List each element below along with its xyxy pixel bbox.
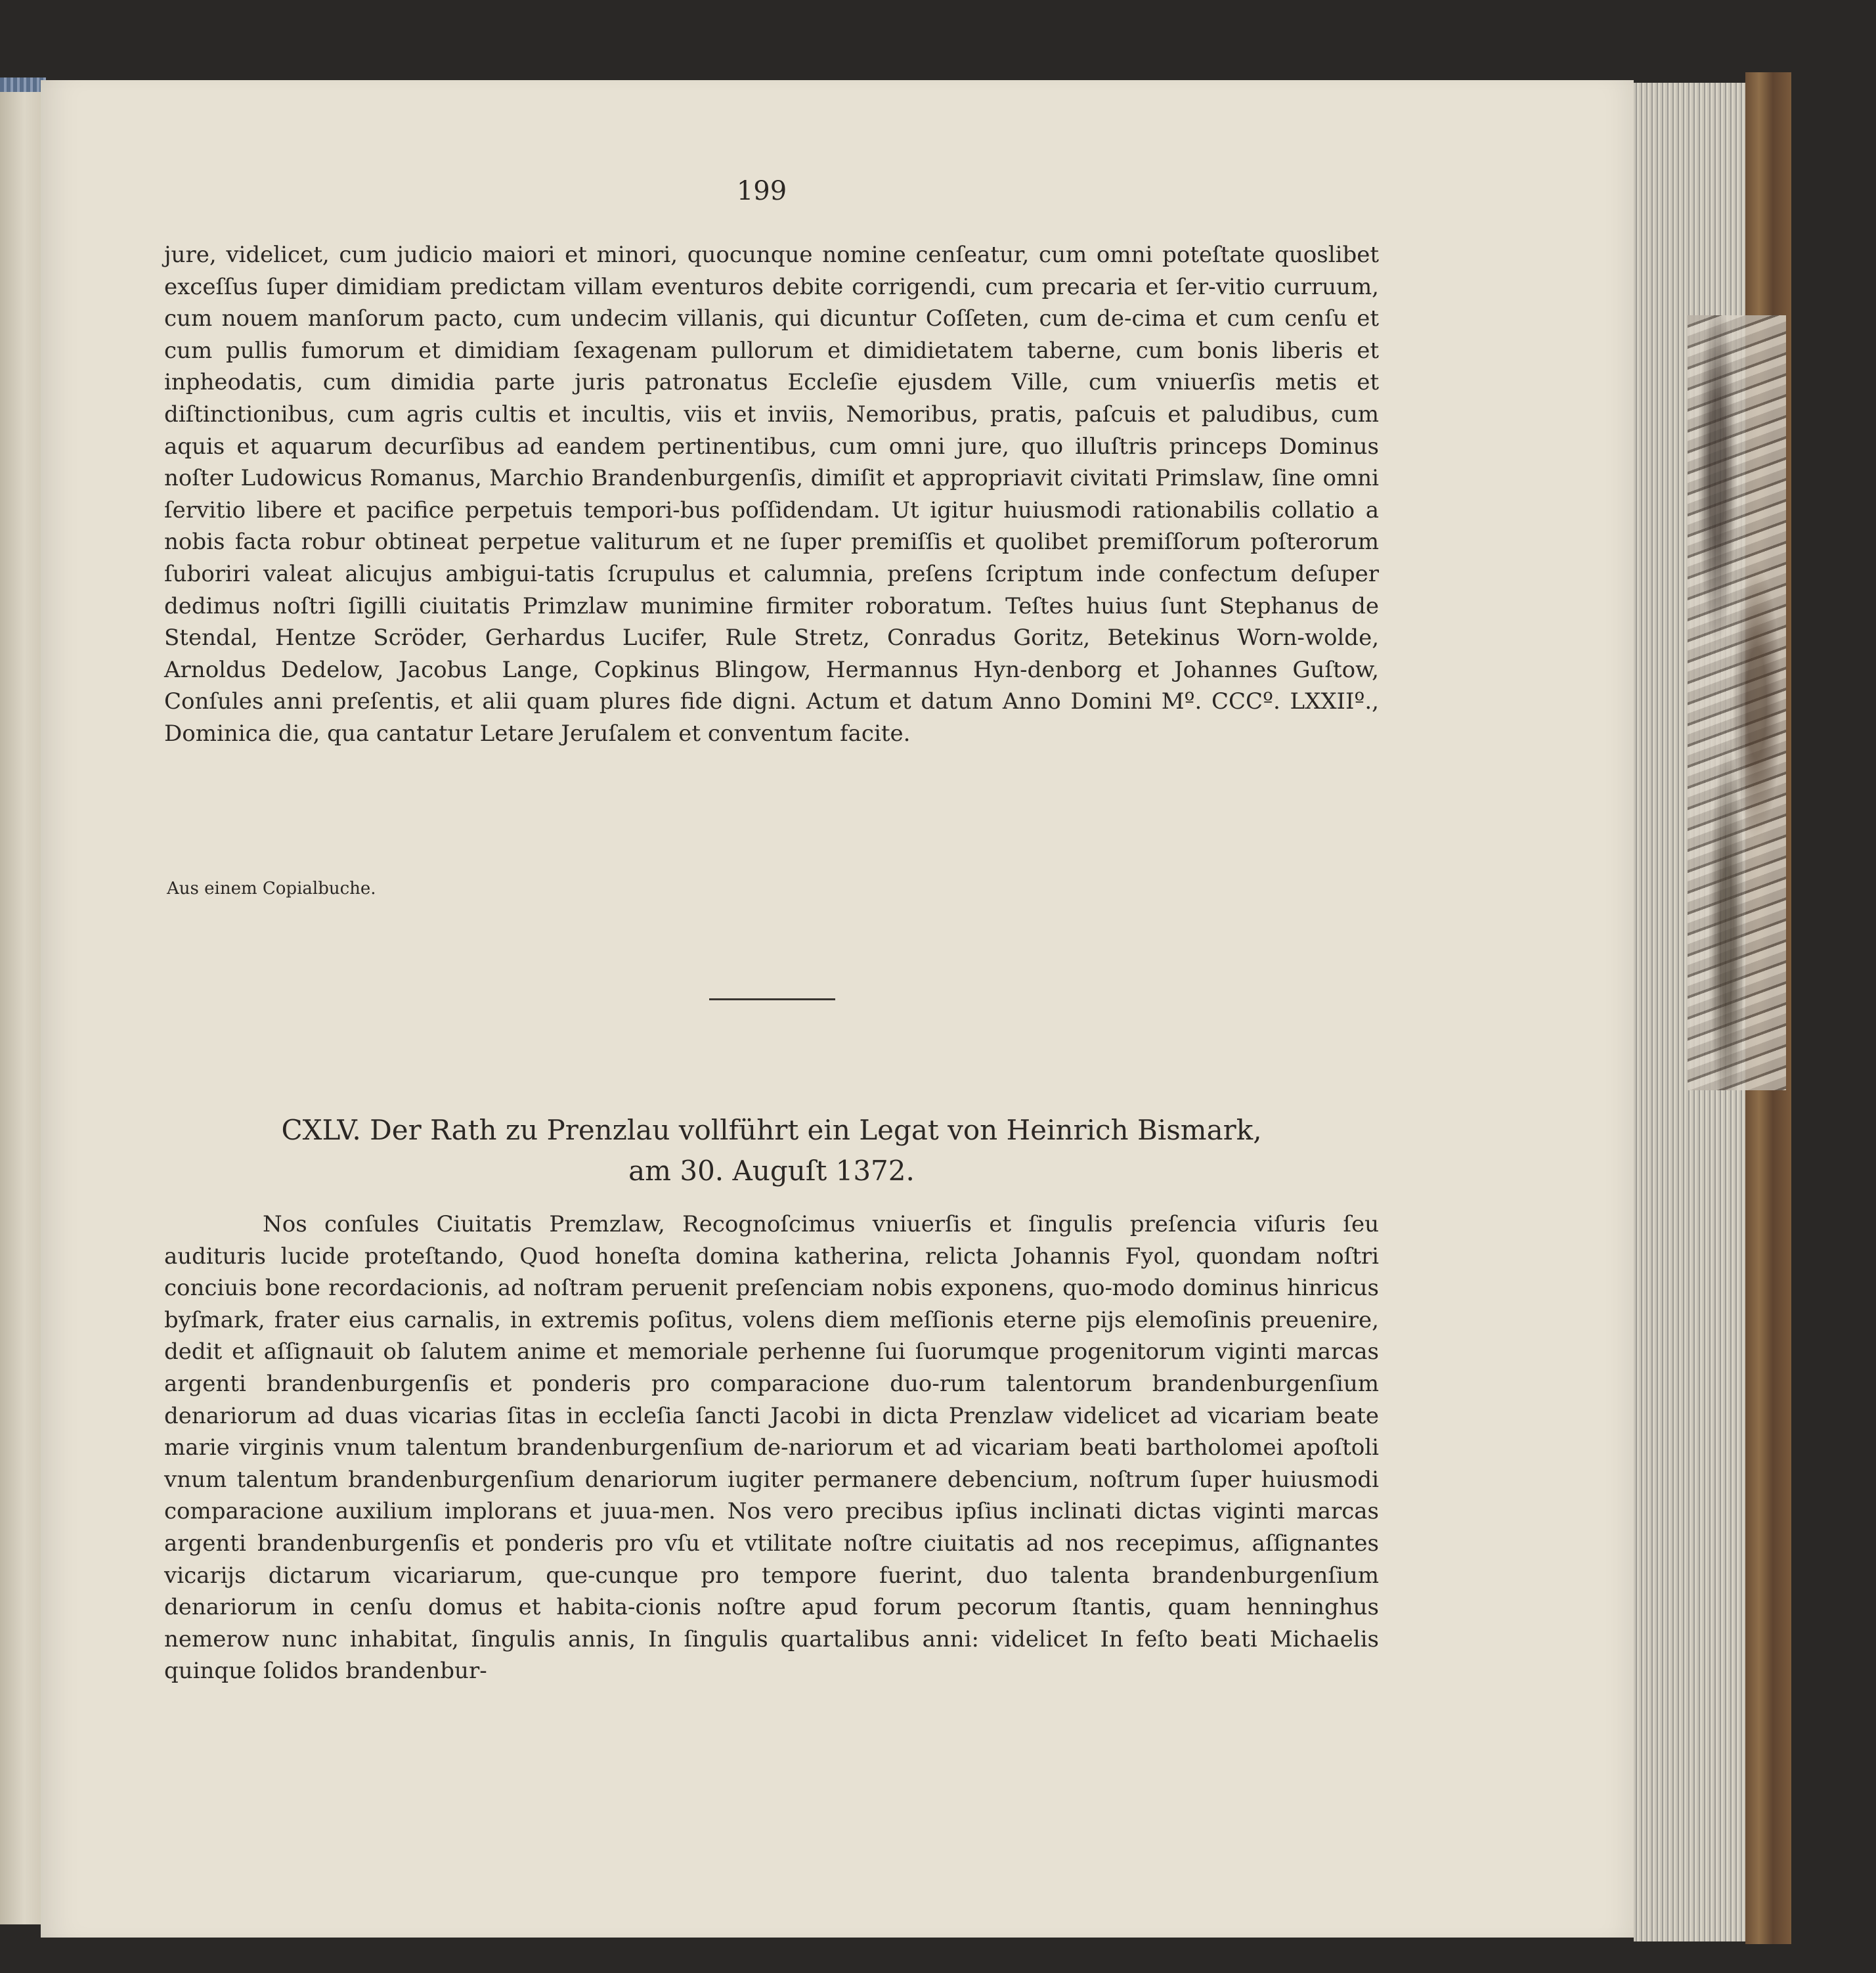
section-divider [709, 998, 835, 1000]
page-number: 199 [736, 176, 787, 206]
heading-line-2: am 30. Auguſt 1372. [628, 1155, 915, 1187]
charter-heading [164, 1110, 1379, 1191]
lower-paragraph: Nos conſules Ciuitatis Premzlaw, Recognoſcimus vniuerſis et ſingulis preſencia viſuris ſeu audituris lucide proteſtando, Quod honeſta domina katherina, relicta Johannis Fyol, quondam noſtri conciuis bone recordacionis, ad noſtram peruenit preſenciam nobis exponens, quo-modo dominus hinricus byſmark, frater eius carnalis, in extremis poſitus, volens diem meſſionis eterne pijs elemoſinis preuenire, dedit et aſſignauit ob ſalutem anime et memoriale perhenne ſui ſuorumque progenitorum viginti marcas argenti brandenburgenſis et ponderis pro comparacione duo-rum talentorum brandenburgenſium denariorum ad duas vicarias ſitas in eccleſia ſancti Jacobi in dicta Prenzlaw videlicet ad vicariam beate marie virginis vnum talentum brandenburgenſium de-nariorum et ad vicariam beati bartholomei apoſtoli vnum talentum brandenburgenſium denariorum iugiter permanere debencium, noſtrum ſuper huiusmodi comparacione auxilium implorans et juua-men. Nos vero precibus ipſius inclinati dictas viginti marcas argenti brandenburgenſis et ponderis pro vſu et vtilitate noſtre ciuitatis ad nos recepimus, aſſignantes vicarijs dictarum vicariarum, que-cunque pro tempore fuerint, duo talenta brandenburgenſium denariorum in cenſu domus et habita-cionis noſtre apud forum pecorum ſtantis, quam henninghus nemerow nunc inhabitat, ſingulis annis, In ſingulis quartalibus anni: videlicet In feſto beati Michaelis quinque ſolidos brandenbur- [164, 1211, 1379, 1685]
source-note: Aus einem Copialbuche. [167, 879, 376, 898]
marbled-endpaper [1688, 315, 1786, 1090]
heading-line-1: CXLV. Der Rath zu Prenzlau vollführt ein Legat von Heinrich Bismark, [281, 1114, 1262, 1146]
left-page-edge [0, 92, 41, 1924]
upper-paragraph: jure, videlicet, cum judicio maiori et minori, quocunque nomine cenſeatur, cum omni poteſtate quoslibet exceſſus ſuper dimidiam predictam villam eventuros debite corrigendi, cum precaria et ſer-vitio curruum, cum nouem manſorum pacto, cum undecim villanis, qui dicuntur Coſſeten, cum de-cima et cum cenſu et cum pullis fumorum et dimidiam ſexagenam pullorum et dimidietatem taberne, cum bonis liberis et inpheodatis, cum dimidia parte juris patronatus Eccleſie ejusdem Ville, cum vniuerſis metis et diſtinctionibus, cum agris cultis et incultis, viis et inviis, Nemoribus, pratis, paſcuis et paludibus, cum aquis et aquarum decurſibus ad eandem pertinentibus, cum omni jure, quo illuſtris princeps Dominus noſter Ludowicus Romanus, Marchio Brandenburgenſis, dimiſit et appropriavit civitati Primslaw, ſine omni ſervitio libere et pacifice perpetuis tempori-bus poſſidendam. Ut igitur huiusmodi rationabilis collatio a nobis facta robur obtineat perpetue valiturum et ne ſuper premiſſis et quolibet premiſſorum poſterorum ſuboriri valeat alicujus ambigui-tatis ſcrupulus et calumnia, preſens ſcriptum inde confectum deſuper dedimus noſtri ſigilli ciuitatis Primzlaw munimine firmiter roboratum. Teſtes huius ſunt Stephanus de Stendal, Hentze Scröder, Gerhardus Lucifer, Rule Stretz, Conradus Goritz, Betekinus Worn-wolde, Arnoldus Dedelow, Jacobus Lange, Copkinus Blingow, Hermannus Hyn-denborg et Johannes Guſtow, Conſules anni preſentis, et alii quam plures fide digni. Actum et datum Anno Domini Mº. CCCº. LXXIIº., Dominica die, qua cantatur Letare Jeruſalem et conventum facite. [164, 242, 1379, 747]
